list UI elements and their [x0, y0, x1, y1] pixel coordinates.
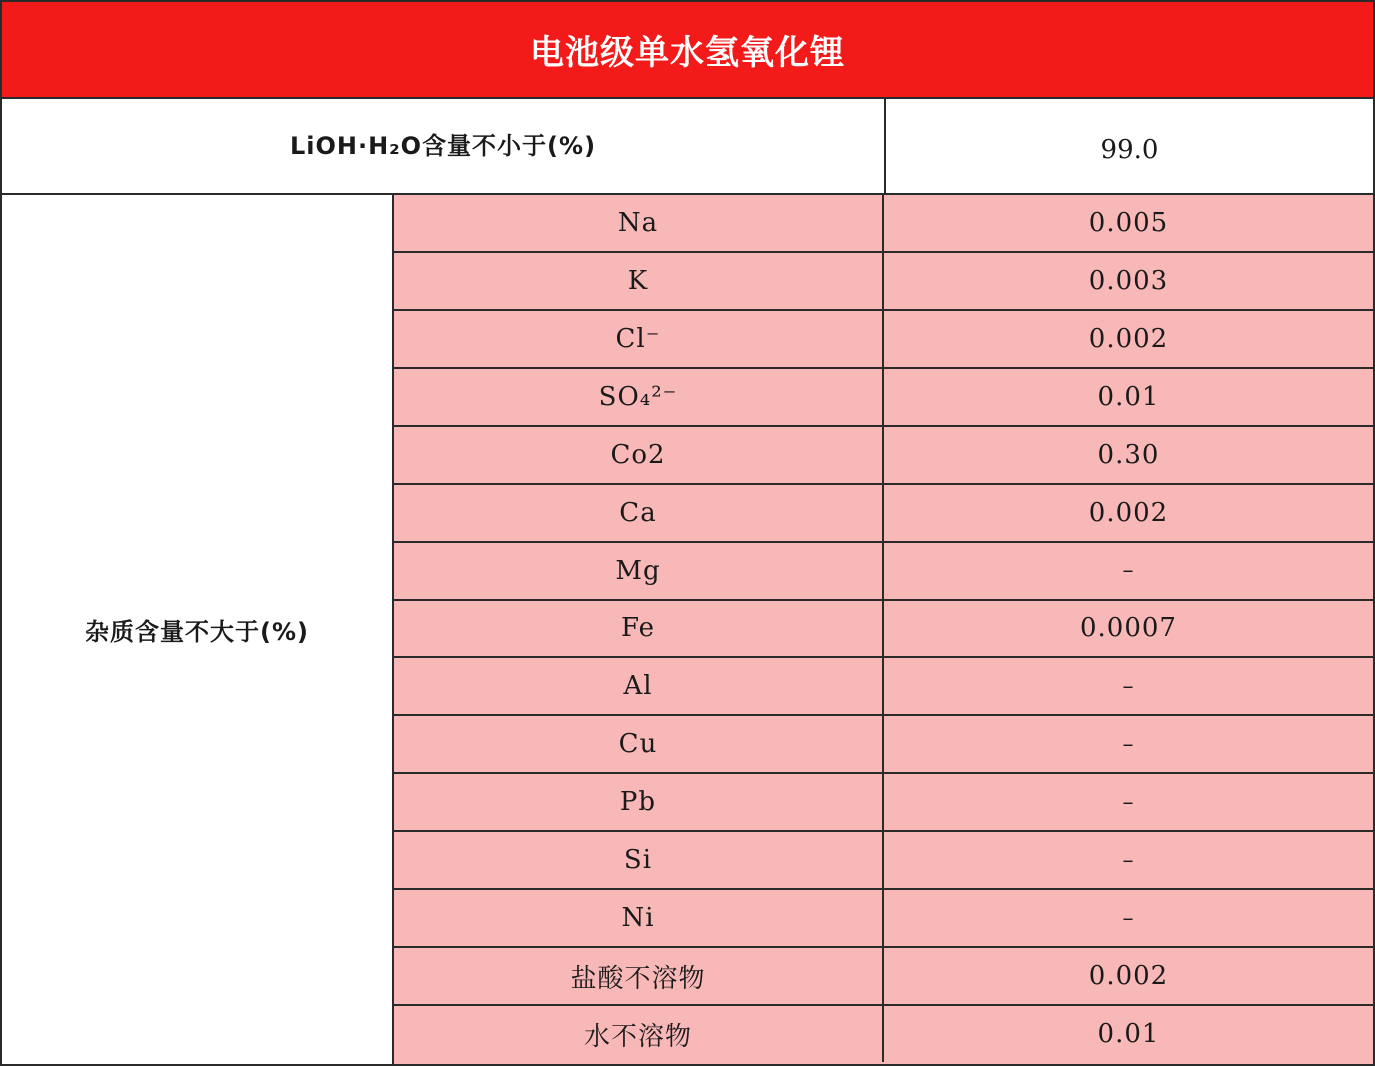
- main-content-value: 99.0: [884, 99, 1373, 193]
- impurity-value: 0.01: [882, 369, 1373, 425]
- impurity-name: Pb: [619, 787, 657, 818]
- table-row: [394, 369, 1373, 427]
- impurity-name: Na: [617, 207, 659, 238]
- impurity-value: –: [882, 716, 1373, 772]
- impurity-name: Ca: [619, 497, 657, 528]
- impurity-name: Cl⁻: [615, 323, 661, 354]
- table-row: [394, 774, 1373, 832]
- impurity-name: 盐酸不溶物: [570, 963, 706, 994]
- impurity-rows: [394, 195, 1373, 1064]
- table-row: [394, 485, 1373, 543]
- main-content-row: [2, 99, 1373, 195]
- table-row: [394, 716, 1373, 774]
- impurity-name: Mg: [615, 555, 661, 586]
- main-content-label: LiOH·H₂O含量不小于(%): [289, 131, 597, 160]
- table-row: [394, 195, 1373, 253]
- table-title: 电池级单水氢氧化锂: [2, 2, 1373, 99]
- impurity-name: Co2: [610, 439, 666, 470]
- impurity-value: 0.01: [882, 1006, 1373, 1062]
- impurity-name: 水不溶物: [583, 1021, 692, 1052]
- impurity-name: Ni: [621, 903, 655, 934]
- impurity-value: 0.003: [882, 253, 1373, 309]
- impurity-value: 0.002: [882, 485, 1373, 541]
- table-row: [394, 658, 1373, 716]
- table-row: [394, 890, 1373, 948]
- impurity-name: Cu: [618, 729, 658, 760]
- impurity-value: 0.0007: [882, 601, 1373, 657]
- table-row: [394, 427, 1373, 485]
- table-row: [394, 1006, 1373, 1064]
- impurity-name: SO₄²⁻: [598, 381, 678, 412]
- impurity-name: K: [627, 265, 649, 296]
- impurity-value: 0.005: [882, 195, 1373, 251]
- table-row: [394, 948, 1373, 1006]
- impurity-value: 0.30: [882, 427, 1373, 483]
- impurity-value: 0.002: [882, 948, 1373, 1004]
- table-row: [394, 832, 1373, 890]
- impurity-value: –: [882, 543, 1373, 599]
- impurity-value: –: [882, 832, 1373, 888]
- impurity-value: 0.002: [882, 311, 1373, 367]
- impurity-value: –: [882, 774, 1373, 830]
- table-row: [394, 601, 1373, 659]
- impurity-value: –: [882, 658, 1373, 714]
- impurity-value: –: [882, 890, 1373, 946]
- impurity-name: Al: [623, 671, 653, 702]
- impurity-name: Si: [623, 845, 653, 876]
- impurity-name: Fe: [620, 613, 655, 644]
- table-row: [394, 311, 1373, 369]
- table-row: [394, 543, 1373, 601]
- table-row: [394, 253, 1373, 311]
- impurity-section-label: 杂质含量不大于(%): [2, 195, 394, 1064]
